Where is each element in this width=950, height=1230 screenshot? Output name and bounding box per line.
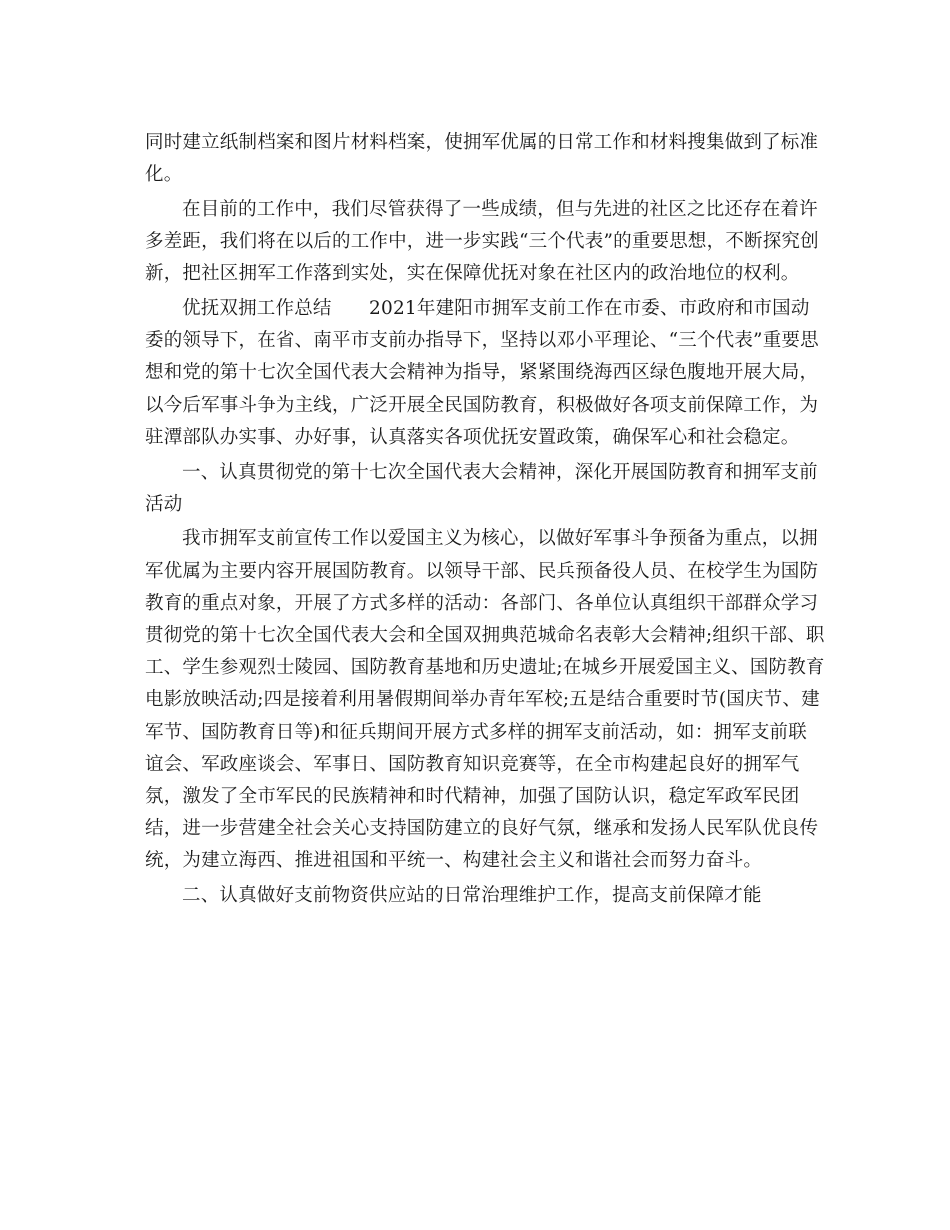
section-heading-2: 二、认真做好支前物资供应站的日常治理维护工作，提高支前保障才能 — [182, 885, 762, 907]
document-body — [145, 127, 825, 915]
paragraph-summary-intro: 优抚双拥工作总结 2021年建阳市拥军支前工作在市委、市政府和市国动委的领导下，在省、南平市支前办指导下，坚持以邓小平理论、“三个代表”重要思想和党的第十七次全国代表大会精神为指导，紧紧围绕海西区绿色腹地开展大局，以今后军事斗争为主线，广泛开展全民国防教育，积极做好各项支前保障工作，为驻潭部队办实事、办好事，认真落实各项优抚安置政策，确保军心和社会稳定。 — [145, 298, 819, 448]
paragraph-community-work: 在目前的工作中，我们尽管获得了一些成绩，但与先进的社区之比还存在着许多差距，我们将在以后的工作中，进一步实践“三个代表”的重要思想，不断探究创新，把社区拥军工作落到实处，实在保障优抚对象在社区内的政治地位的权利。 — [145, 198, 819, 285]
paragraph-defense-education: 我市拥军支前宣传工作以爱国主义为核心，以做好军事斗争预备为重点，以拥军优属为主要内容开展国防教育。以领导干部、民兵预备役人员、在校学生为国防教育的重点对象，开展了方式多样的活动：各部门、各单位认真组织干部群众学习贯彻党的第十七次全国代表大会和全国双拥典范城命名表彰大会精神;组织干部、职工、学生参观烈士陵园、国防教育基地和历史遗址;在城乡开展爱国主义、国防教育电影放映活动;四是接着利用暑假期间举办青年军校;五是结合重要时节(国庆节、建军节、国防教育日等)和征兵期间开展方式多样的拥军支前活动，如：拥军支前联谊会、军政座谈会、军事日、国防教育知识竞赛等，在全市构建起良好的拥军气氛，激发了全市军民的民族精神和时代精神，加强了国防认识，稳定军政军民团结，进一步营建全社会关心支持国防建立的良好气氛，继承和发扬人民军队优良传统，为建立海西、推进祖国和平统一、构建社会主义和谐社会而努力奋斗。 — [145, 528, 825, 872]
section-heading-1: 一、认真贯彻党的第十七次全国代表大会精神，深化开展国防教育和拥军支前活动 — [145, 461, 818, 515]
paragraph-continuation: 同时建立纸制档案和图片材料档案，使拥军优属的日常工作和材料搜集做到了标准化。 — [145, 132, 819, 186]
